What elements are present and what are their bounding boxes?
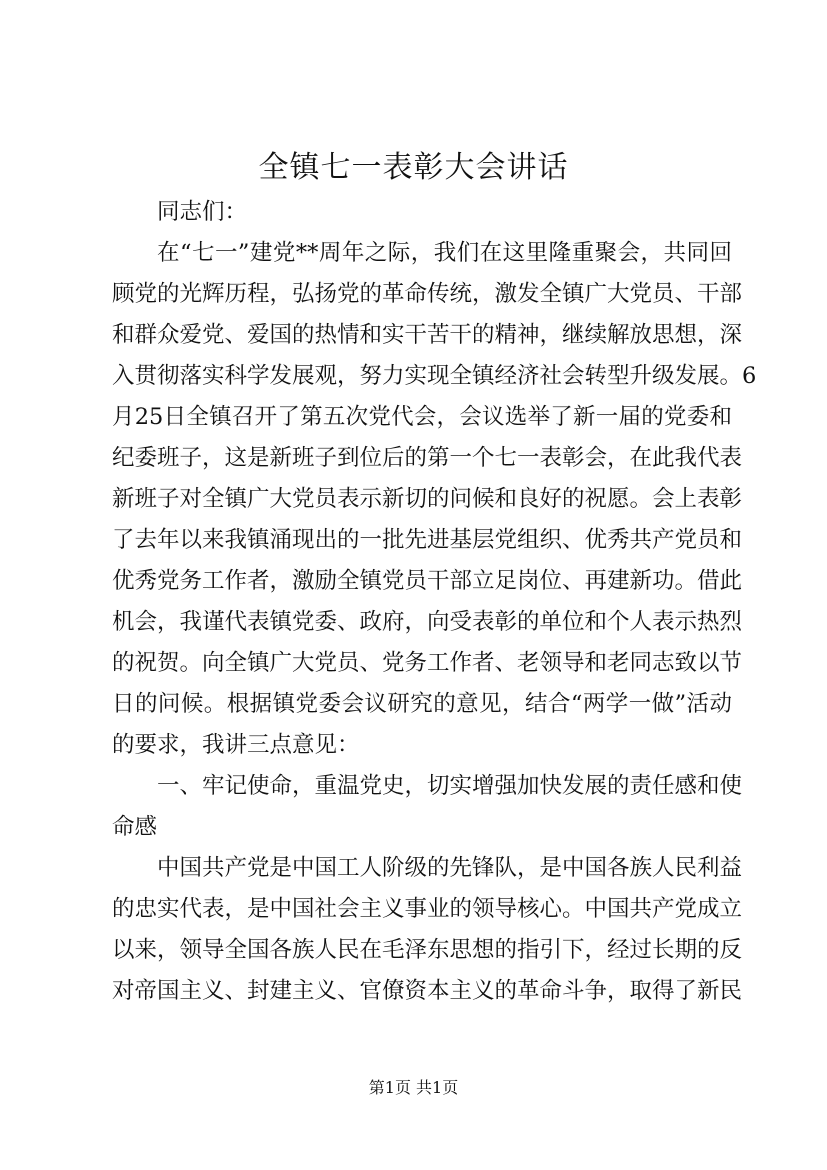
body-line: 的忠实代表，是中国社会主义事业的领导核心。中国共产党成立 [112, 896, 743, 922]
body-line: 月25日全镇召开了第五次党代会，会议选举了新一届的党委和 [112, 404, 732, 430]
body-line: 的祝贺。向全镇广大党员、党务工作者、老领导和老同志致以节 [112, 650, 743, 676]
body-line: 顾党的光辉历程，弘扬党的革命传统，激发全镇广大党员、干部 [112, 281, 743, 307]
body-line: 新班子对全镇广大党员表示新切的问候和良好的祝愿。会上表彰 [112, 486, 743, 512]
body-line: 优秀党务工作者，激励全镇党员干部立足岗位、再建新功。借此 [112, 568, 743, 594]
section-heading-line: 命感 [112, 814, 158, 840]
body-line: 纪委班子，这是新班子到位后的第一个七一表彰会，在此我代表 [112, 445, 743, 471]
body-line: 日的问候。根据镇党委会议研究的意见，结合“两学一做”活动 [112, 691, 732, 717]
body-line: 入贯彻落实科学发展观，努力实现全镇经济社会转型升级发展。6 [112, 363, 757, 389]
body-line: 在“七一”建党**周年之际，我们在这里隆重聚会，共同回 [157, 240, 732, 266]
greeting-line: 同志们： [157, 199, 248, 225]
section-heading-line: 一、牢记使命，重温党史，切实增强加快发展的责任感和使 [157, 773, 743, 799]
page-footer: 第1页 共1页 [368, 1078, 459, 1097]
body-line: 机会，我谨代表镇党委、政府，向受表彰的单位和个人表示热烈 [112, 609, 743, 635]
document-title: 全镇七一表彰大会讲话 [258, 150, 569, 185]
body-line: 中国共产党是中国工人阶级的先锋队，是中国各族人民利益 [157, 855, 743, 881]
body-line: 对帝国主义、封建主义、官僚资本主义的革命斗争，取得了新民 [112, 978, 743, 1004]
body-line: 了去年以来我镇涌现出的一批先进基层党组织、优秀共产党员和 [112, 527, 743, 553]
body-line: 以来，领导全国各族人民在毛泽东思想的指引下，经过长期的反 [112, 937, 743, 963]
body-line: 的要求，我讲三点意见： [112, 732, 360, 758]
body-line: 和群众爱党、爱国的热情和实干苦干的精神，继续解放思想，深 [112, 322, 743, 348]
